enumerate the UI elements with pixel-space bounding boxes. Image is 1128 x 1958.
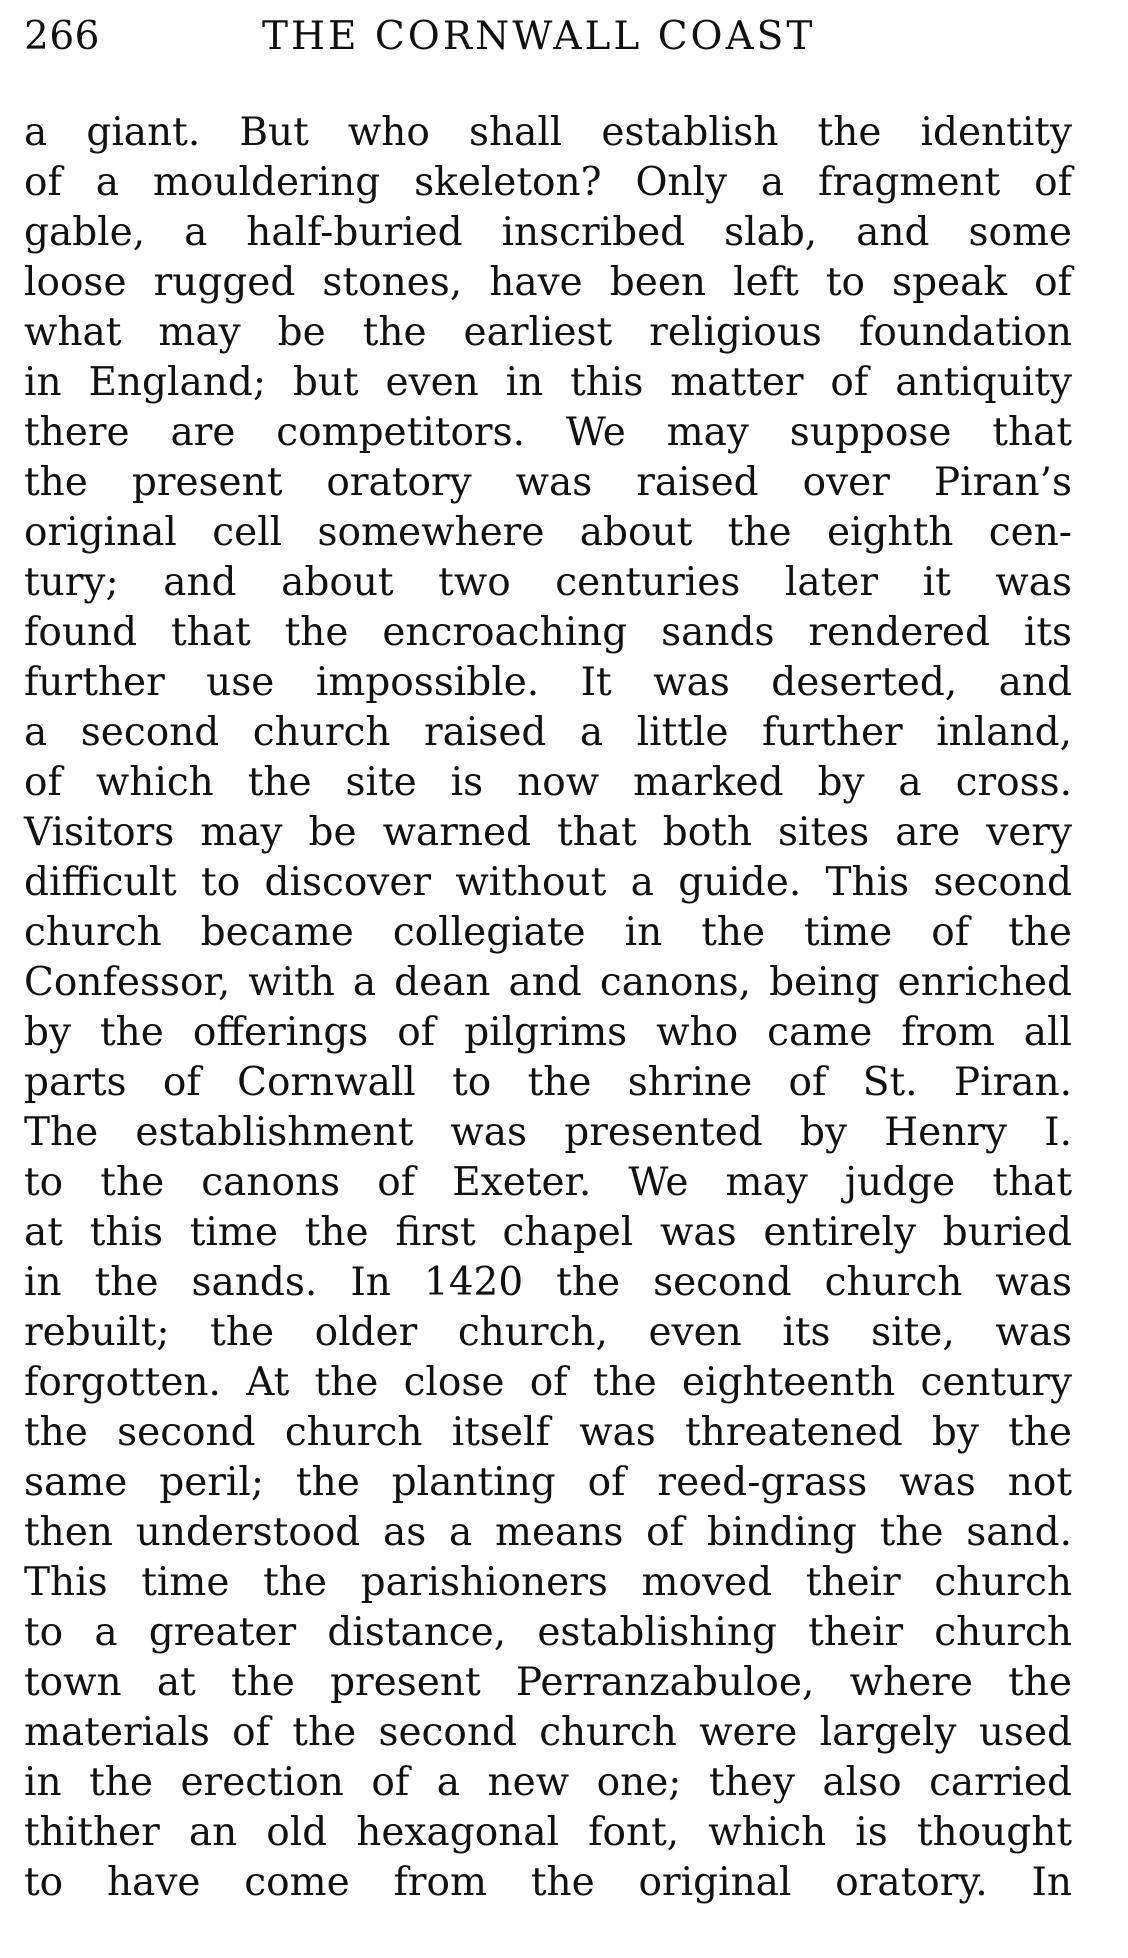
text-line: to a greater distance, establishing their church — [24, 1610, 1072, 1655]
text-line: gable, a half-buried inscribed slab, and some — [24, 210, 1072, 255]
text-line: the present oratory was raised over Piran’s — [24, 460, 1072, 505]
text-line: a second church raised a little further inland, — [24, 710, 1072, 755]
text-line: of a mouldering skeleton? Only a fragment of — [24, 160, 1072, 205]
text-line: thither an old hexagonal font, which is thought — [24, 1810, 1072, 1855]
text-line: The establishment was presented by Henry I. — [24, 1110, 1072, 1155]
text-line: Visitors may be warned that both sites are very — [24, 810, 1072, 855]
text-line: loose rugged stones, have been left to speak of — [24, 260, 1072, 305]
text-line: church became collegiate in the time of the — [24, 910, 1072, 955]
text-line: tury; and about two centuries later it was — [24, 560, 1072, 605]
text-line: in the sands. In 1420 the second church was — [24, 1260, 1072, 1305]
text-line: Confessor, with a dean and canons, being enriched — [24, 960, 1072, 1005]
text-line: at this time the first chapel was entirely buried — [24, 1210, 1072, 1255]
text-line: found that the encroaching sands rendered its — [24, 610, 1072, 655]
text-line: same peril; the planting of reed-grass was not — [24, 1460, 1072, 1505]
text-line: there are competitors. We may suppose that — [24, 410, 1072, 455]
text-line: in England; but even in this matter of antiquity — [24, 360, 1072, 405]
text-line: town at the present Perranzabuloe, where the — [24, 1660, 1072, 1705]
text-line: further use impossible. It was deserted, and — [24, 660, 1072, 705]
text-line: the second church itself was threatened by the — [24, 1410, 1072, 1455]
page-number: 266 — [24, 14, 100, 59]
running-title: THE CORNWALL COAST — [262, 14, 816, 59]
text-line: then understood as a means of binding the sand. — [24, 1510, 1072, 1555]
text-line: parts of Cornwall to the shrine of St. Piran. — [24, 1060, 1072, 1105]
text-line: what may be the earliest religious foundation — [24, 310, 1072, 355]
text-line: to have come from the original oratory. In — [24, 1860, 1072, 1905]
text-line: original cell somewhere about the eighth cen- — [24, 510, 1072, 555]
text-line: forgotten. At the close of the eighteenth century — [24, 1360, 1072, 1405]
text-line: This time the parishioners moved their church — [24, 1560, 1072, 1605]
text-line: a giant. But who shall establish the identity — [24, 110, 1072, 155]
text-line: in the erection of a new one; they also carried — [24, 1760, 1072, 1805]
text-line: to the canons of Exeter. We may judge that — [24, 1160, 1072, 1205]
text-line: rebuilt; the older church, even its site, was — [24, 1310, 1072, 1355]
text-line: difficult to discover without a guide. This second — [24, 860, 1072, 905]
body-text — [24, 108, 1072, 1908]
text-line: by the offerings of pilgrims who came from all — [24, 1010, 1072, 1055]
running-head — [24, 12, 1084, 62]
text-line: of which the site is now marked by a cross. — [24, 760, 1072, 805]
text-line: materials of the second church were largely used — [24, 1710, 1072, 1755]
